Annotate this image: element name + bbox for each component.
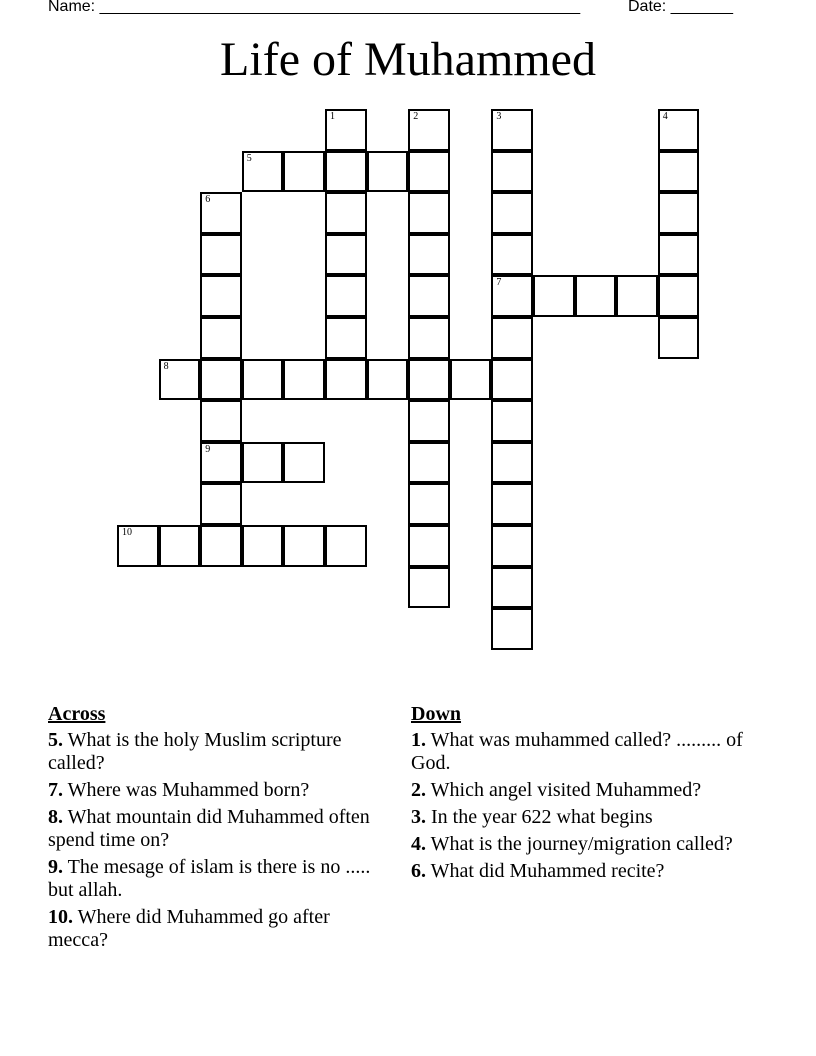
- crossword-cell[interactable]: [325, 359, 367, 401]
- clue-across-9: [48, 856, 393, 902]
- crossword-cell[interactable]: [283, 525, 325, 567]
- across-clues: [48, 703, 393, 956]
- crossword-cell[interactable]: [200, 483, 242, 525]
- clue-text: What did Muhammed recite?: [426, 860, 665, 882]
- crossword-cell[interactable]: [283, 442, 325, 484]
- clue-number: 9.: [48, 856, 63, 878]
- crossword-cell[interactable]: [491, 525, 533, 567]
- crossword-cell[interactable]: [658, 275, 700, 317]
- crossword-cell[interactable]: [408, 525, 450, 567]
- crossword-cell[interactable]: [616, 275, 658, 317]
- down-heading: Down: [411, 703, 462, 725]
- clue-number: 3.: [411, 806, 426, 828]
- clue-text: Where was Muhammed born?: [63, 779, 310, 801]
- clue-text: What is the journey/migration called?: [426, 833, 733, 855]
- clue-text: What mountain did Muhammed often spend time on?: [48, 806, 370, 851]
- crossword-cell[interactable]: [408, 234, 450, 276]
- cell-number: 7: [496, 277, 502, 289]
- crossword-cell[interactable]: [658, 151, 700, 193]
- clue-number: 1.: [411, 729, 426, 751]
- crossword-cell[interactable]: [658, 192, 700, 234]
- clue-text: What is the holy Muslim scripture called?: [48, 729, 342, 774]
- crossword-cell[interactable]: [408, 567, 450, 609]
- crossword-cell[interactable]: [491, 234, 533, 276]
- cell-number: 2: [413, 111, 419, 122]
- crossword-cell[interactable]: [408, 400, 450, 442]
- cell-number: 1: [330, 111, 335, 122]
- cell-number: 4: [662, 111, 668, 122]
- clue-number: 2.: [411, 779, 426, 801]
- crossword-cell[interactable]: [200, 400, 242, 442]
- crossword-cell[interactable]: [200, 359, 242, 401]
- down-clues: [411, 703, 756, 887]
- crossword-cell[interactable]: [283, 359, 325, 401]
- crossword-cell[interactable]: [658, 109, 700, 151]
- clue-down-4: [411, 833, 756, 856]
- crossword-cell[interactable]: [491, 109, 533, 151]
- crossword-cell[interactable]: [283, 151, 325, 193]
- clue-down-3: [411, 806, 756, 829]
- cell-number: 5: [246, 152, 252, 164]
- crossword-cell[interactable]: [242, 151, 284, 193]
- cell-number: 9: [205, 443, 211, 455]
- crossword-cell[interactable]: [408, 359, 450, 401]
- crossword-cell[interactable]: [325, 192, 367, 234]
- crossword-cell[interactable]: [200, 442, 242, 484]
- crossword-cell[interactable]: [159, 359, 201, 401]
- crossword-cell[interactable]: [575, 275, 617, 317]
- crossword-cell[interactable]: [491, 359, 533, 401]
- crossword-cell[interactable]: [491, 192, 533, 234]
- clue-text: Where did Muhammed go after mecca?: [48, 906, 330, 951]
- clue-across-8: [48, 806, 393, 852]
- clue-number: 8.: [48, 806, 63, 828]
- crossword-cell[interactable]: [200, 275, 242, 317]
- crossword-cell[interactable]: [491, 567, 533, 609]
- crossword-cell[interactable]: [159, 525, 201, 567]
- crossword-cell[interactable]: [450, 359, 492, 401]
- crossword-cell[interactable]: [367, 151, 409, 193]
- clue-number: 5.: [48, 729, 63, 751]
- clue-number: 7.: [48, 779, 63, 801]
- clue-across-7: [48, 779, 393, 802]
- crossword-cell[interactable]: [325, 275, 367, 317]
- clue-across-5: [48, 729, 393, 775]
- clue-text: Which angel visited Muhammed?: [426, 779, 702, 801]
- crossword-cell[interactable]: [408, 151, 450, 193]
- crossword-cell[interactable]: [658, 317, 700, 359]
- crossword-cell[interactable]: [325, 317, 367, 359]
- crossword-cell[interactable]: [408, 109, 450, 151]
- cell-number: 10: [122, 527, 132, 538]
- clue-text: The mesage of islam is there is no ..... but allah.: [48, 856, 371, 901]
- cell-number: 8: [163, 360, 169, 372]
- crossword-cell[interactable]: [491, 317, 533, 359]
- across-heading: Across: [48, 703, 106, 725]
- crossword-cell[interactable]: [200, 192, 242, 234]
- crossword-cell[interactable]: [325, 151, 367, 193]
- crossword-cell[interactable]: [408, 192, 450, 234]
- crossword-cell[interactable]: [491, 275, 533, 317]
- crossword-cell[interactable]: [658, 234, 700, 276]
- clue-down-1: [411, 729, 756, 775]
- crossword-cell[interactable]: [325, 109, 367, 151]
- crossword-cell[interactable]: [491, 400, 533, 442]
- clue-text: In the year 622 what begins: [426, 806, 653, 828]
- crossword-cell[interactable]: [408, 317, 450, 359]
- crossword-cell[interactable]: [200, 317, 242, 359]
- crossword-cell[interactable]: [533, 275, 575, 317]
- clue-number: 6.: [411, 860, 426, 882]
- clue-number: 10.: [48, 906, 73, 928]
- crossword-cell[interactable]: [200, 525, 242, 567]
- crossword-cell[interactable]: [491, 483, 533, 525]
- crossword-cell[interactable]: [408, 442, 450, 484]
- crossword-cell[interactable]: [367, 359, 409, 401]
- date-field-label: Date: _______: [628, 0, 733, 15]
- cell-number: 3: [496, 111, 502, 122]
- crossword-cell[interactable]: [242, 525, 284, 567]
- crossword-cell[interactable]: [491, 608, 533, 650]
- crossword-cell[interactable]: [325, 234, 367, 276]
- clue-text: What was muhammed called? ......... of God.: [411, 729, 743, 774]
- crossword-cell[interactable]: [242, 359, 284, 401]
- crossword-cell[interactable]: [408, 275, 450, 317]
- cell-number: 6: [205, 194, 211, 206]
- crossword-cell[interactable]: [200, 234, 242, 276]
- crossword-cell[interactable]: [325, 525, 367, 567]
- crossword-cell[interactable]: [491, 442, 533, 484]
- crossword-cell[interactable]: [242, 442, 284, 484]
- crossword-cell[interactable]: [117, 525, 159, 567]
- clue-across-10: [48, 906, 393, 952]
- clue-down-6: [411, 860, 756, 883]
- clue-down-2: [411, 779, 756, 802]
- name-field-label: Name: ______________________________________________________: [48, 0, 581, 15]
- crossword-cell[interactable]: [491, 151, 533, 193]
- puzzle-title: Life of Muhammed: [220, 33, 596, 86]
- crossword-cell[interactable]: [408, 483, 450, 525]
- clue-number: 4.: [411, 833, 426, 855]
